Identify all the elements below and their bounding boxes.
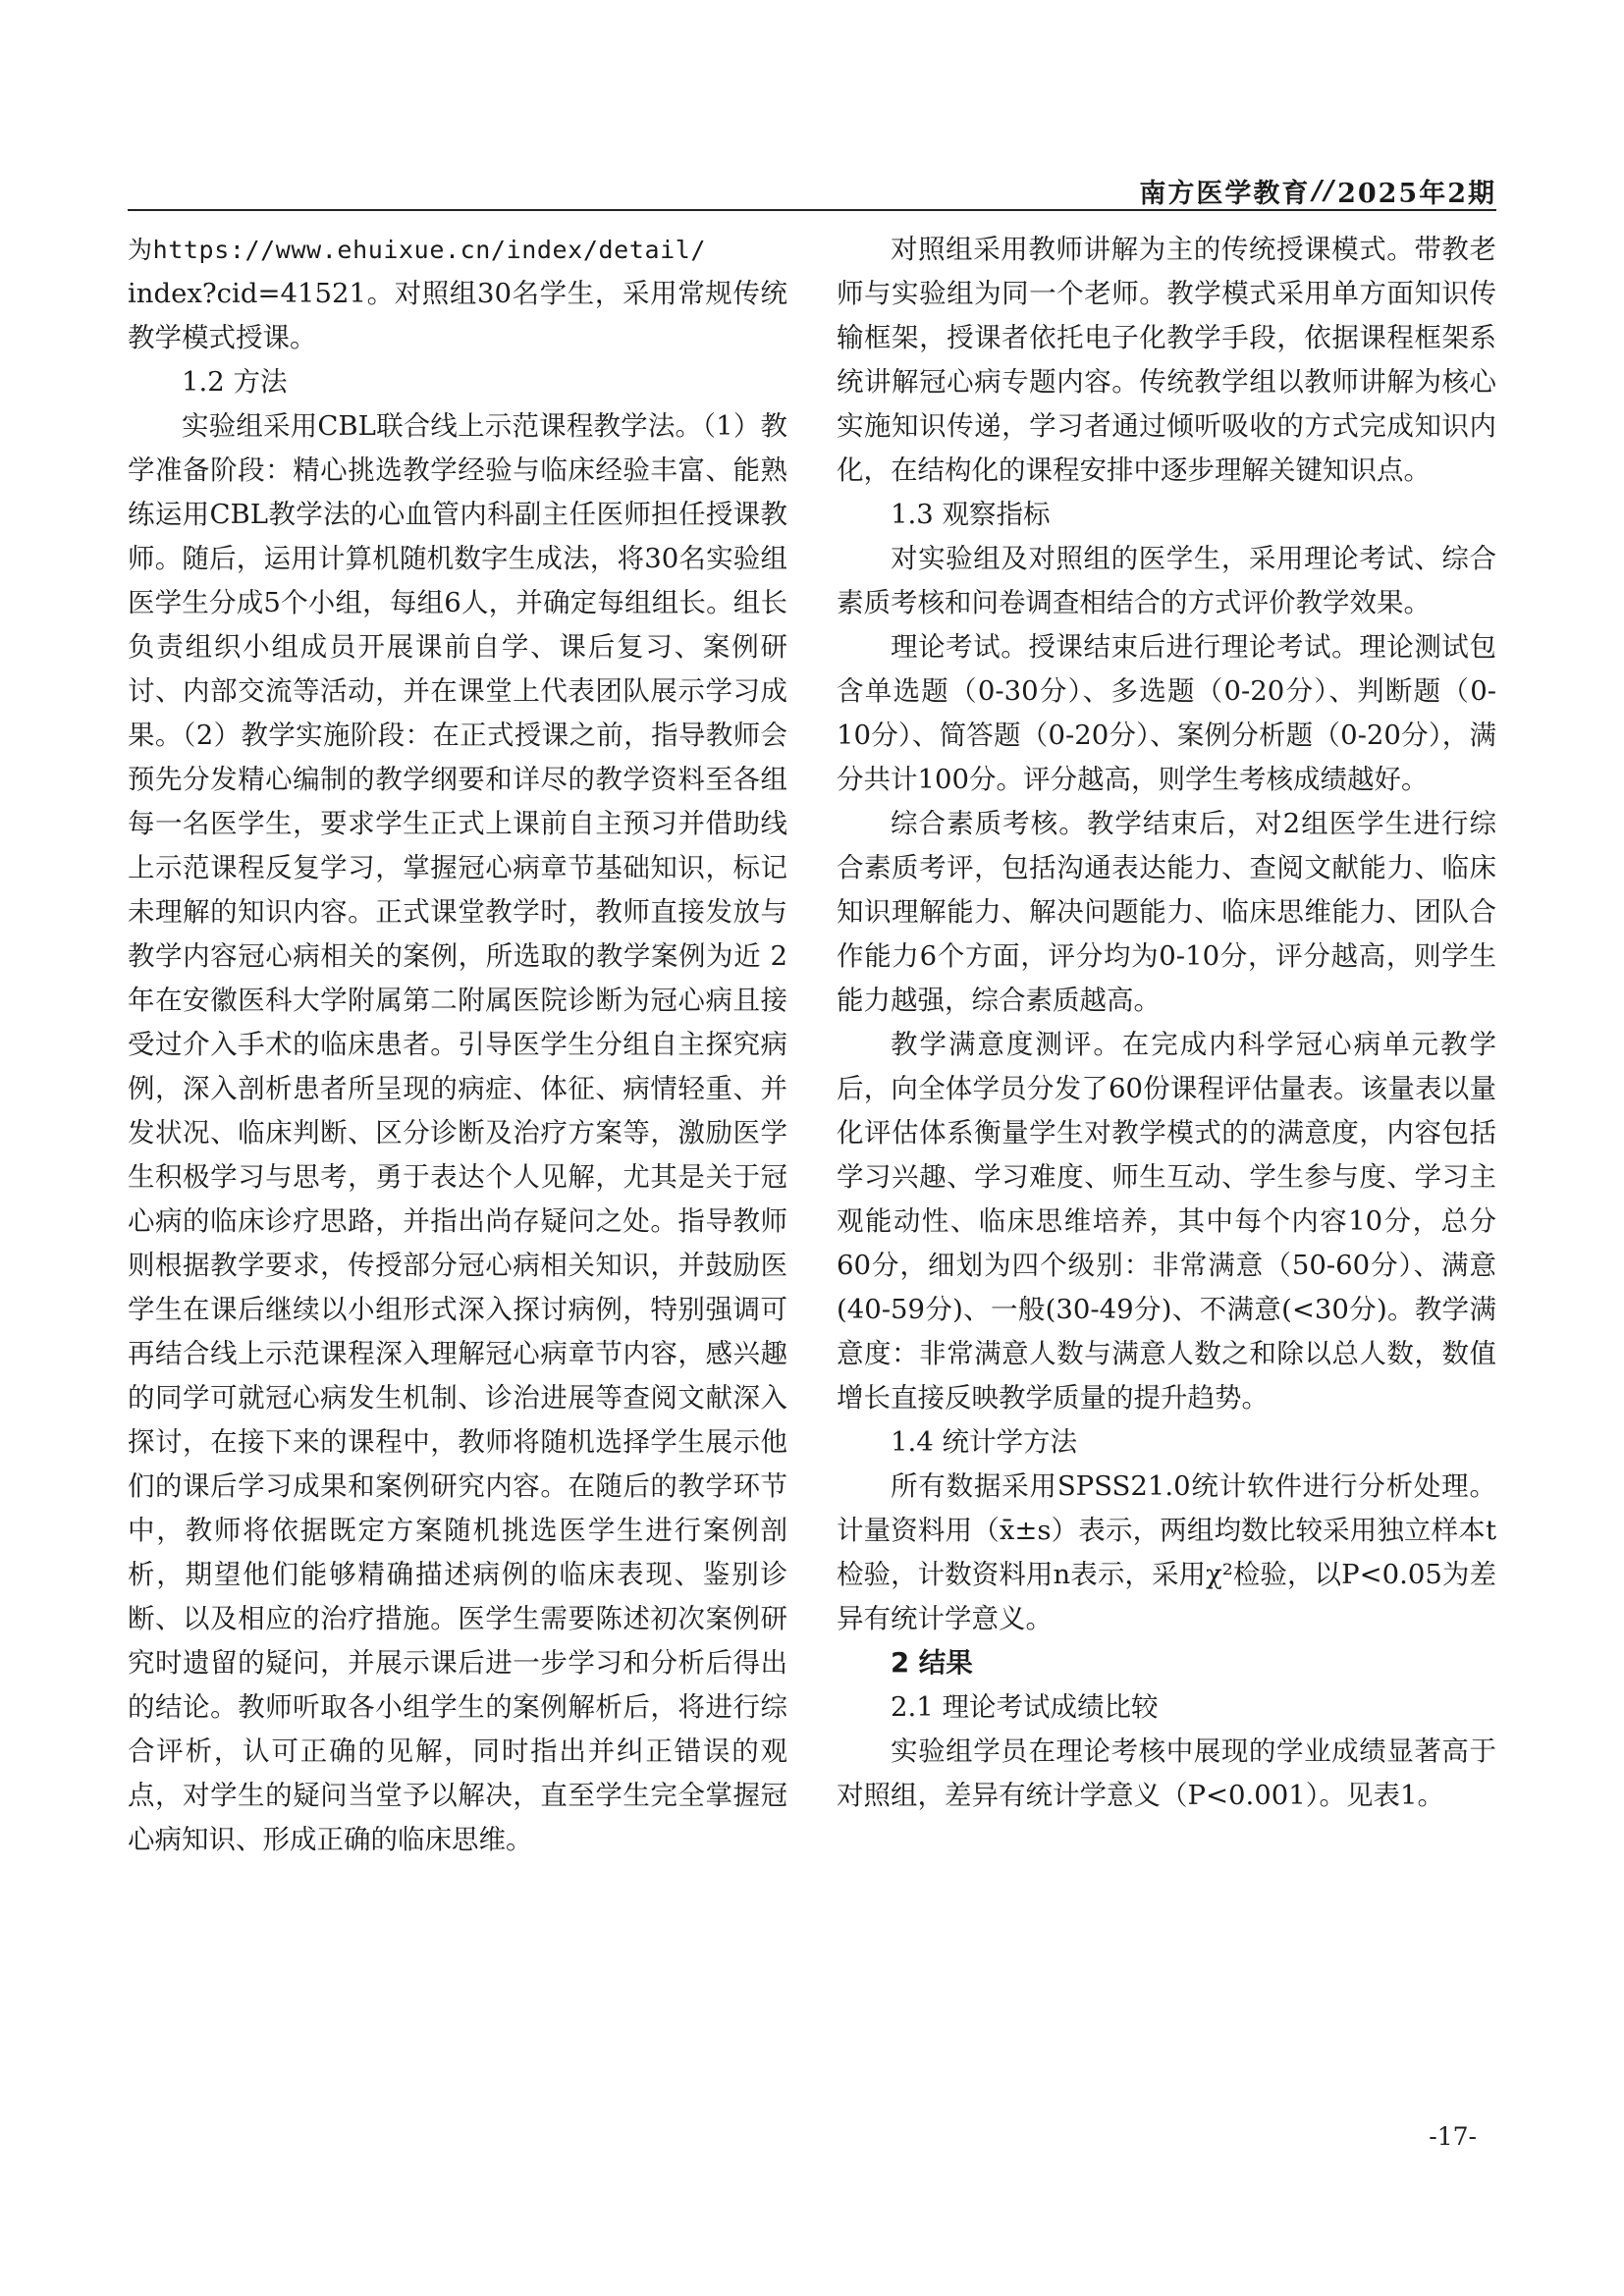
observation-paragraph: 对实验组及对照组的医学生，采用理论考试、综合素质考核和问卷调查相结合的方式评价教学效果。	[837, 543, 1496, 618]
control-paragraph: 对照组采用教师讲解为主的传统授课模式。带教老师与实验组为同一个老师。教学模式采用单方面知识传输框架，授课者依托电子化教学手段，依据课程框架系统讲解冠心病专题内容。传统教学组以教师讲解为核心实施知识传递，学习者通过倾听吸收的方式完成知识内化，在结构化的课程安排中逐步理解关键知识点。	[837, 234, 1496, 486]
control-group-text: index?cid=41521。对照组30名学生，采用常规传统教学模式授课。	[128, 278, 787, 353]
theory-exam-paragraph: 理论考试。授课结束后进行理论考试。理论测试包含单选题（0-30分）、多选题（0-20分）、判断题（0-10分）、简答题（0-20分）、案例分析题（0-20分），满分共计100分。评分越高，则学生考核成绩越好。	[837, 631, 1496, 795]
results-paragraph: 实验组学员在理论考核中展现的学业成绩显著高于对照组，差异有统计学意义（P<0.001）。见表1。	[837, 1735, 1496, 1811]
section-heading-method: 1.2 方法	[182, 366, 288, 398]
quality-assessment-paragraph: 综合素质考核。教学结束后，对2组医学生进行综合素质考评，包括沟通表达能力、查阅文献能力、临床知识理解能力、解决问题能力、临床思维能力、团队合作能力6个方面，评分均为0-10分，评分越高，则学生能力越强，综合素质越高。	[837, 808, 1496, 1016]
url-line: 为https://www.ehuixue.cn/index/detail/	[128, 236, 707, 264]
section-heading-results: 2 结果	[891, 1647, 973, 1679]
header-rule	[128, 209, 1496, 211]
section-heading-statistics: 1.4 统计学方法	[891, 1426, 1077, 1458]
section-heading-results-1: 2.1 理论考试成绩比较	[891, 1691, 1159, 1723]
page-number: -17-	[1429, 2122, 1477, 2151]
journal-name: 南方医学教育	[1139, 178, 1311, 209]
statistics-paragraph: 所有数据采用SPSS21.0统计软件进行分析处理。计量资料用（x̄±s）表示，两组均数比较采用独立样本t检验，计数资料用n表示，采用χ²检验，以P<0.05为差异有统计学意义。	[837, 1470, 1496, 1634]
header-separator: //	[1312, 175, 1336, 206]
method-paragraph: 实验组采用CBL联合线上示范课程教学法。（1）教学准备阶段：精心挑选教学经验与临床经验丰富、能熟练运用CBL教学法的心血管内科副主任医师担任授课教师。随后，运用计算机随机数字生成法，将30名实验组医学生分成5个小组，每组6人，并确定每组组长。组长负责组织小组成员开展课前自学、课后复习、案例研讨、内部交流等活动，并在课堂上代表团队展示学习成果。（2）教学实施阶段：在正式授课之前，指导教师会预先分发精心编制的教学纲要和详尽的教学资料至各组每一名医学生，要求学生正式上课前自主预习并借助线上示范课程反复学习，掌握冠心病章节基础知识，标记未理解的知识内容。正式课堂教学时，教师直接发放与教学内容冠心病相关的案例，所选取的教学案例为近 2年在安徽医科大学附属第二附属医院诊断为冠心病且接受过介入手术的临床患者。引导医学生分组自主探究病例，深入剖析患者所呈现的病症、体征、病情轻重、并发状况、临床判断、区分诊断及治疗方案等，激励医学生积极学习与思考，勇于表达个人见解，尤其是关于冠心病的临床诊疗思路，并指出尚存疑问之处。指导教师则根据教学要求，传授部分冠心病相关知识，并鼓励医学生在课后继续以小组形式深入探讨病例，特别强调可再结合线上示范课程深入理解冠心病章节内容，感兴趣的同学可就冠心病发生机制、诊治进展等查阅文献深入探讨，在接下来的课程中，教师将随机选择学生展示他们的课后学习成果和案例研究内容。在随后的教学环节中，教师将依据既定方案随机挑选医学生进行案例剖析，期望他们能够精确描述病例的临床表现、鉴别诊断、以及相应的治疗措施。医学生需要陈述初次案例研究时遗留的疑问，并展示课后进一步学习和分析后得出的结论。教师听取各小组学生的案例解析后，将进行综合评析，认可正确的见解，同时指出并纠正错误的观点，对学生的疑问当堂予以解决，直至学生完全掌握冠心病知识、形成正确的临床思维。	[128, 410, 787, 1855]
section-heading-observation: 1.3 观察指标	[891, 499, 1051, 530]
satisfaction-paragraph: 教学满意度测评。在完成内科学冠心病单元教学后，向全体学员分发了60份课程评估量表。该量表以量化评估体系衡量学生对教学模式的的满意度，内容包括学习兴趣、学习难度、师生互动、学生参与度、学习主观能动性、临床思维培养，其中每个内容10分，总分60分，细划为四个级别：非常满意（50-60分）、满意(40-59分)、一般(30-49分)、不满意(<30分)。教学满意度：非常满意人数与满意人数之和除以总人数，数值增长直接反映教学质量的提升趋势。	[837, 1029, 1496, 1414]
running-header	[128, 175, 1496, 209]
right-column	[837, 228, 1496, 1818]
left-column	[128, 228, 787, 1862]
journal-issue: 2025年2期	[1337, 178, 1496, 209]
